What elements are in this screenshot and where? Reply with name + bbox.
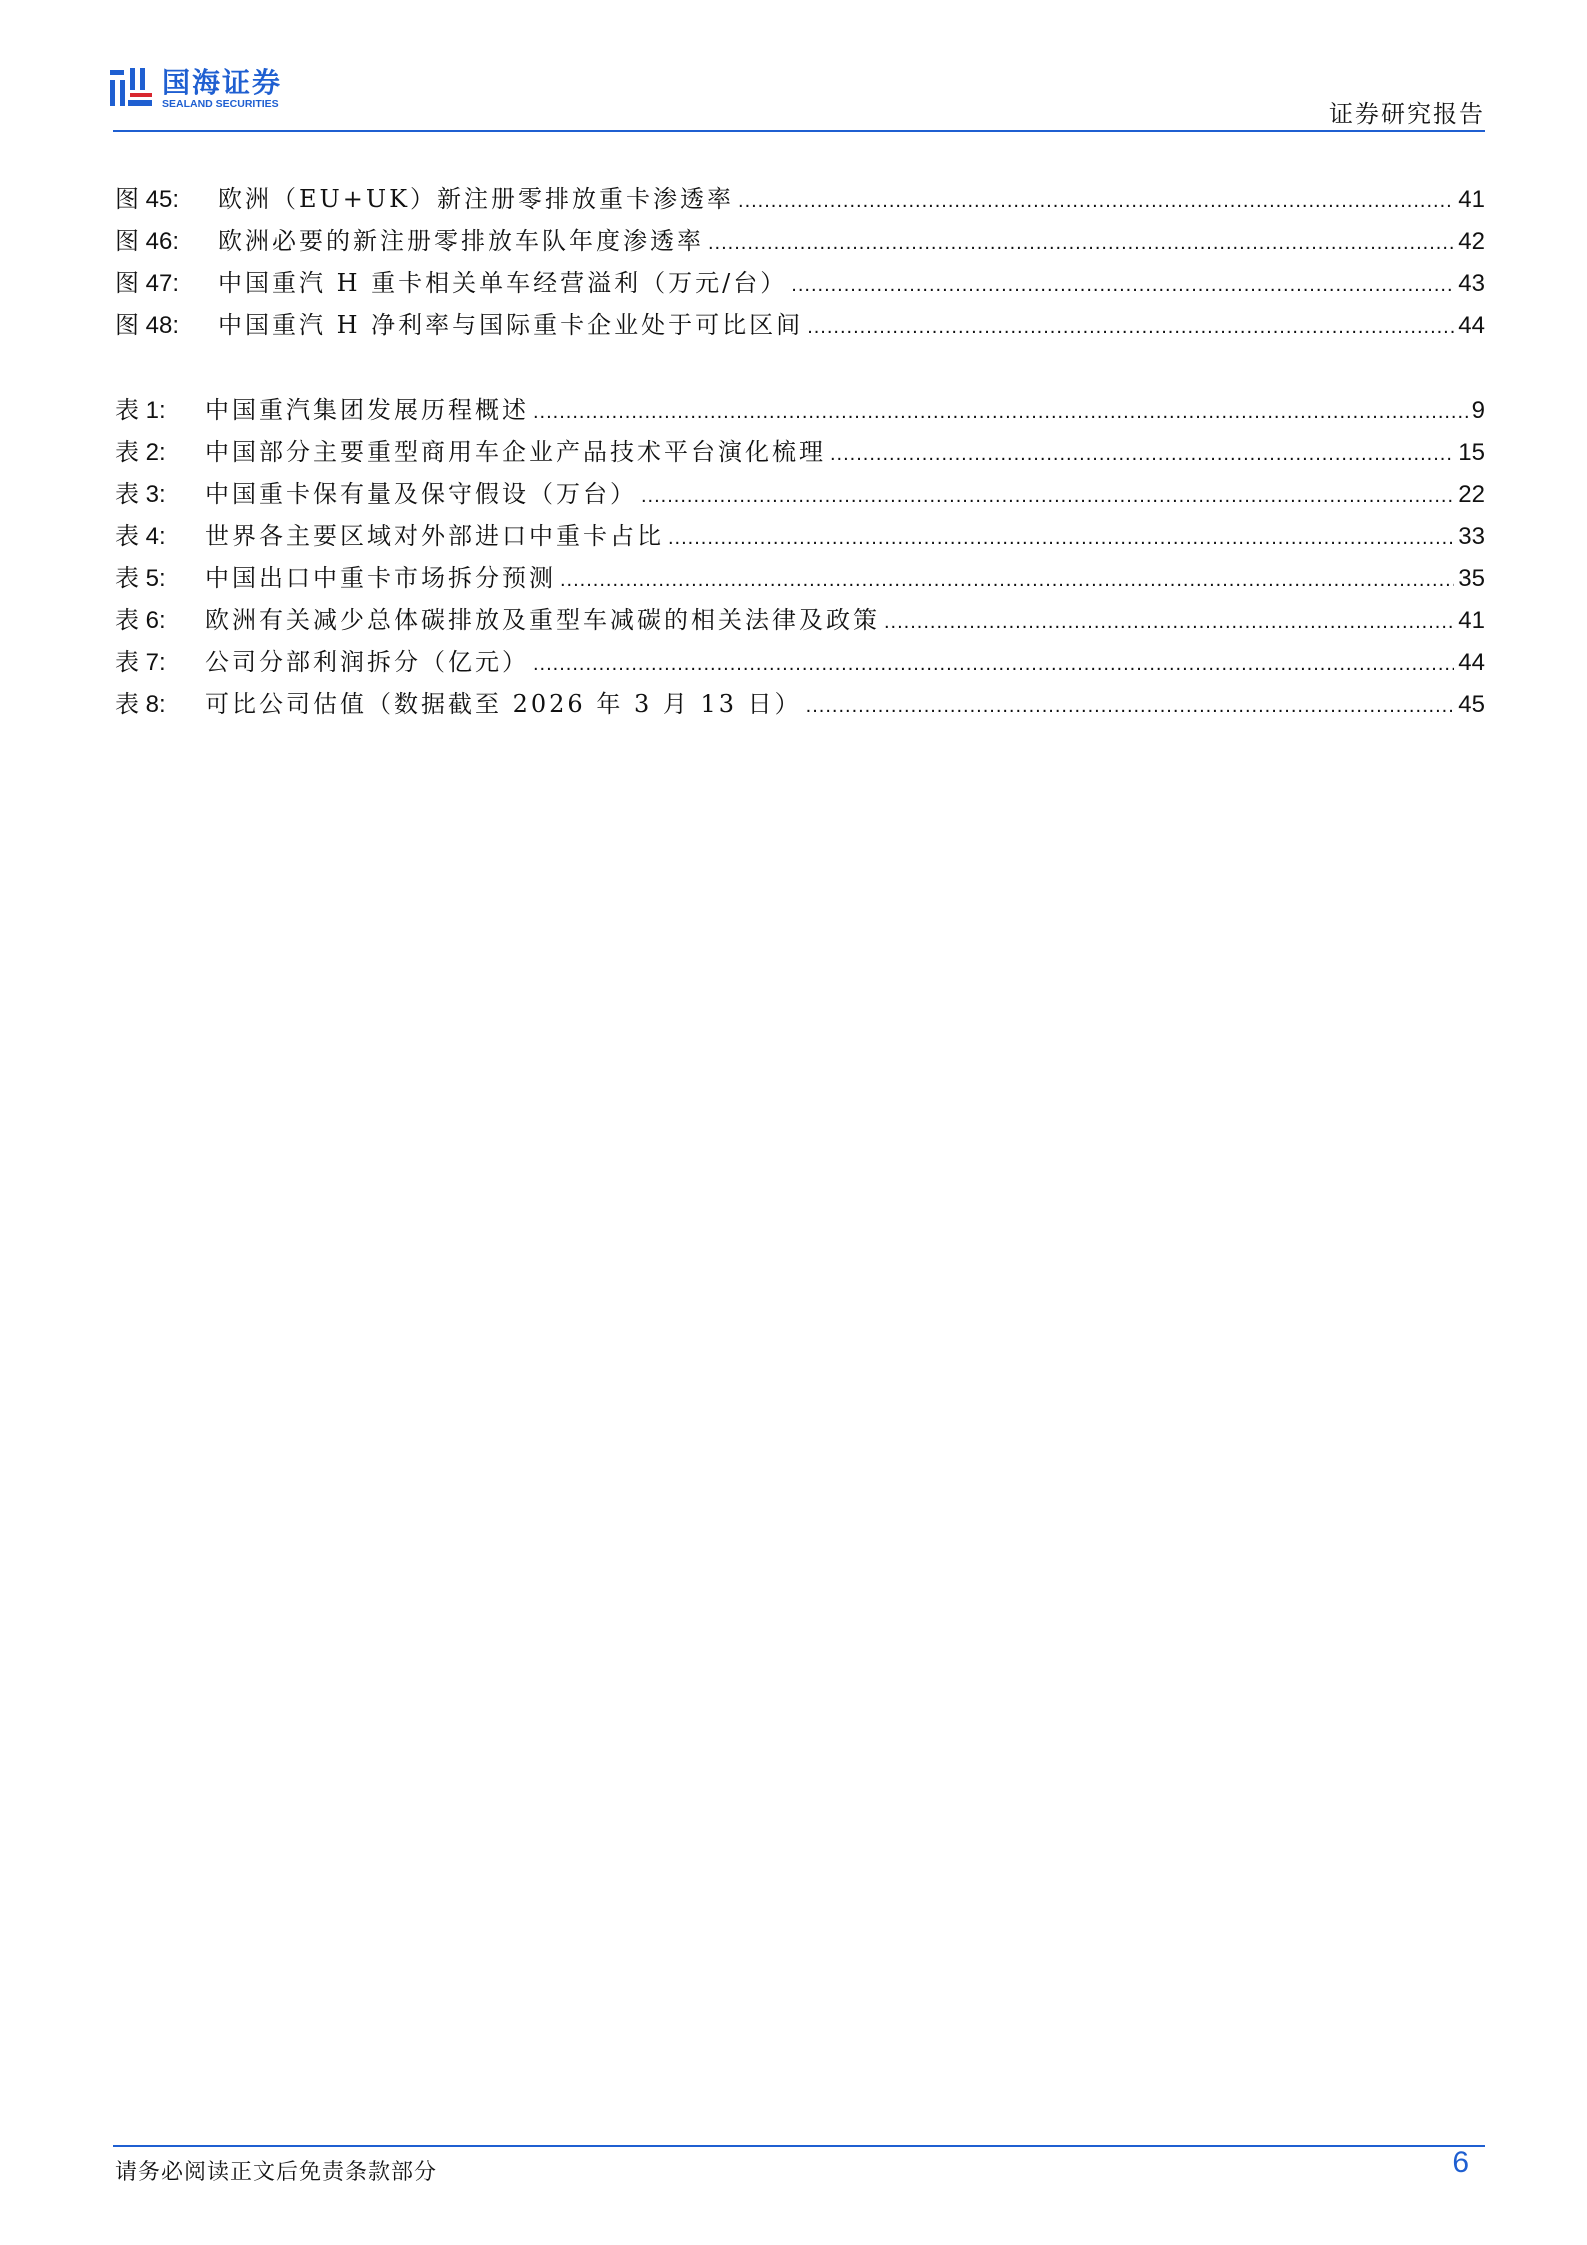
toc-entry[interactable] [115,683,1485,725]
toc-entry[interactable] [115,431,1485,473]
dot-leader [830,433,1454,475]
entry-label: 表 5: [115,565,166,592]
header-divider [113,130,1485,132]
entry-page-number: 43 [1458,270,1485,297]
entry-page-number: 41 [1458,607,1485,634]
entry-title: 欧洲有关减少总体碳排放及重型车减碳的相关法律及政策 [205,606,880,634]
logo-english-name: SEALAND SECURITIES [162,98,279,110]
entry-page-number: 22 [1458,481,1485,508]
dot-leader [668,517,1454,559]
entry-title: 可比公司估值（数据截至 2026 年 3 月 13 日） [205,690,802,718]
dot-leader [738,180,1454,222]
entry-page-number: 44 [1458,649,1485,676]
entry-page-number: 42 [1458,228,1485,255]
toc-entry[interactable] [115,178,1485,220]
entry-title: 欧洲必要的新注册零排放车队年度渗透率 [218,227,704,255]
entry-page-number: 41 [1458,186,1485,213]
entry-label: 表 1: [115,397,166,424]
entry-label: 表 8: [115,691,166,718]
dot-leader [533,391,1468,433]
toc-entry[interactable] [115,473,1485,515]
entry-label: 表 3: [115,481,166,508]
company-logo [110,68,282,110]
entry-title: 中国重汽集团发展历程概述 [205,396,529,424]
dot-leader [884,601,1454,643]
toc-entry[interactable] [115,220,1485,262]
dot-leader [560,559,1454,601]
entry-page-number: 45 [1458,691,1485,718]
toc-entry[interactable] [115,304,1485,346]
entry-label: 图 48: [115,312,180,339]
footer-divider [113,2145,1485,2147]
entry-label: 表 7: [115,649,166,676]
toc-entry[interactable] [115,557,1485,599]
dot-leader [641,475,1454,517]
entry-page-number: 15 [1458,439,1485,466]
document-type: 证券研究报告 [1329,100,1485,128]
entry-page-number: 35 [1458,565,1485,592]
entry-title: 中国部分主要重型商用车企业产品技术平台演化梳理 [205,438,826,466]
entry-title: 中国重汽 H 净利率与国际重卡企业处于可比区间 [218,311,804,339]
logo-chinese-name: 国海证券 [162,66,283,99]
entry-title: 世界各主要区域对外部进口中重卡占比 [205,522,664,550]
dot-leader [791,264,1454,306]
entry-label: 图 47: [115,270,180,297]
figure-list [115,178,1485,346]
entry-title: 中国出口中重卡市场拆分预测 [205,564,556,592]
entry-label: 图 45: [115,186,180,213]
sealand-logo-icon [110,68,152,110]
dot-leader [806,685,1455,727]
entry-label: 表 4: [115,523,166,550]
entry-label: 表 2: [115,439,166,466]
entry-page-number: 44 [1458,312,1485,339]
dot-leader [807,306,1454,348]
toc-entry[interactable] [115,262,1485,304]
entry-label: 图 46: [115,228,180,255]
dot-leader [708,222,1454,264]
toc-entry[interactable] [115,641,1485,683]
entry-title: 中国重卡保有量及保守假设（万台） [205,480,637,508]
toc-entry[interactable] [115,389,1485,431]
entry-title: 欧洲（EU+UK）新注册零排放重卡渗透率 [218,185,735,213]
entry-label: 表 6: [115,607,166,634]
page-number: 6 [1452,2146,1469,2179]
dot-leader [533,643,1454,685]
entry-title: 中国重汽 H 重卡相关单车经营溢利（万元/台） [218,269,788,297]
toc-entry[interactable] [115,515,1485,557]
toc-entry[interactable] [115,599,1485,641]
footer-disclaimer: 请务必阅读正文后免责条款部分 [115,2160,438,2185]
table-list [115,389,1485,725]
entry-page-number: 33 [1458,523,1485,550]
entry-page-number: 9 [1471,397,1485,424]
entry-title: 公司分部利润拆分（亿元） [205,648,529,676]
